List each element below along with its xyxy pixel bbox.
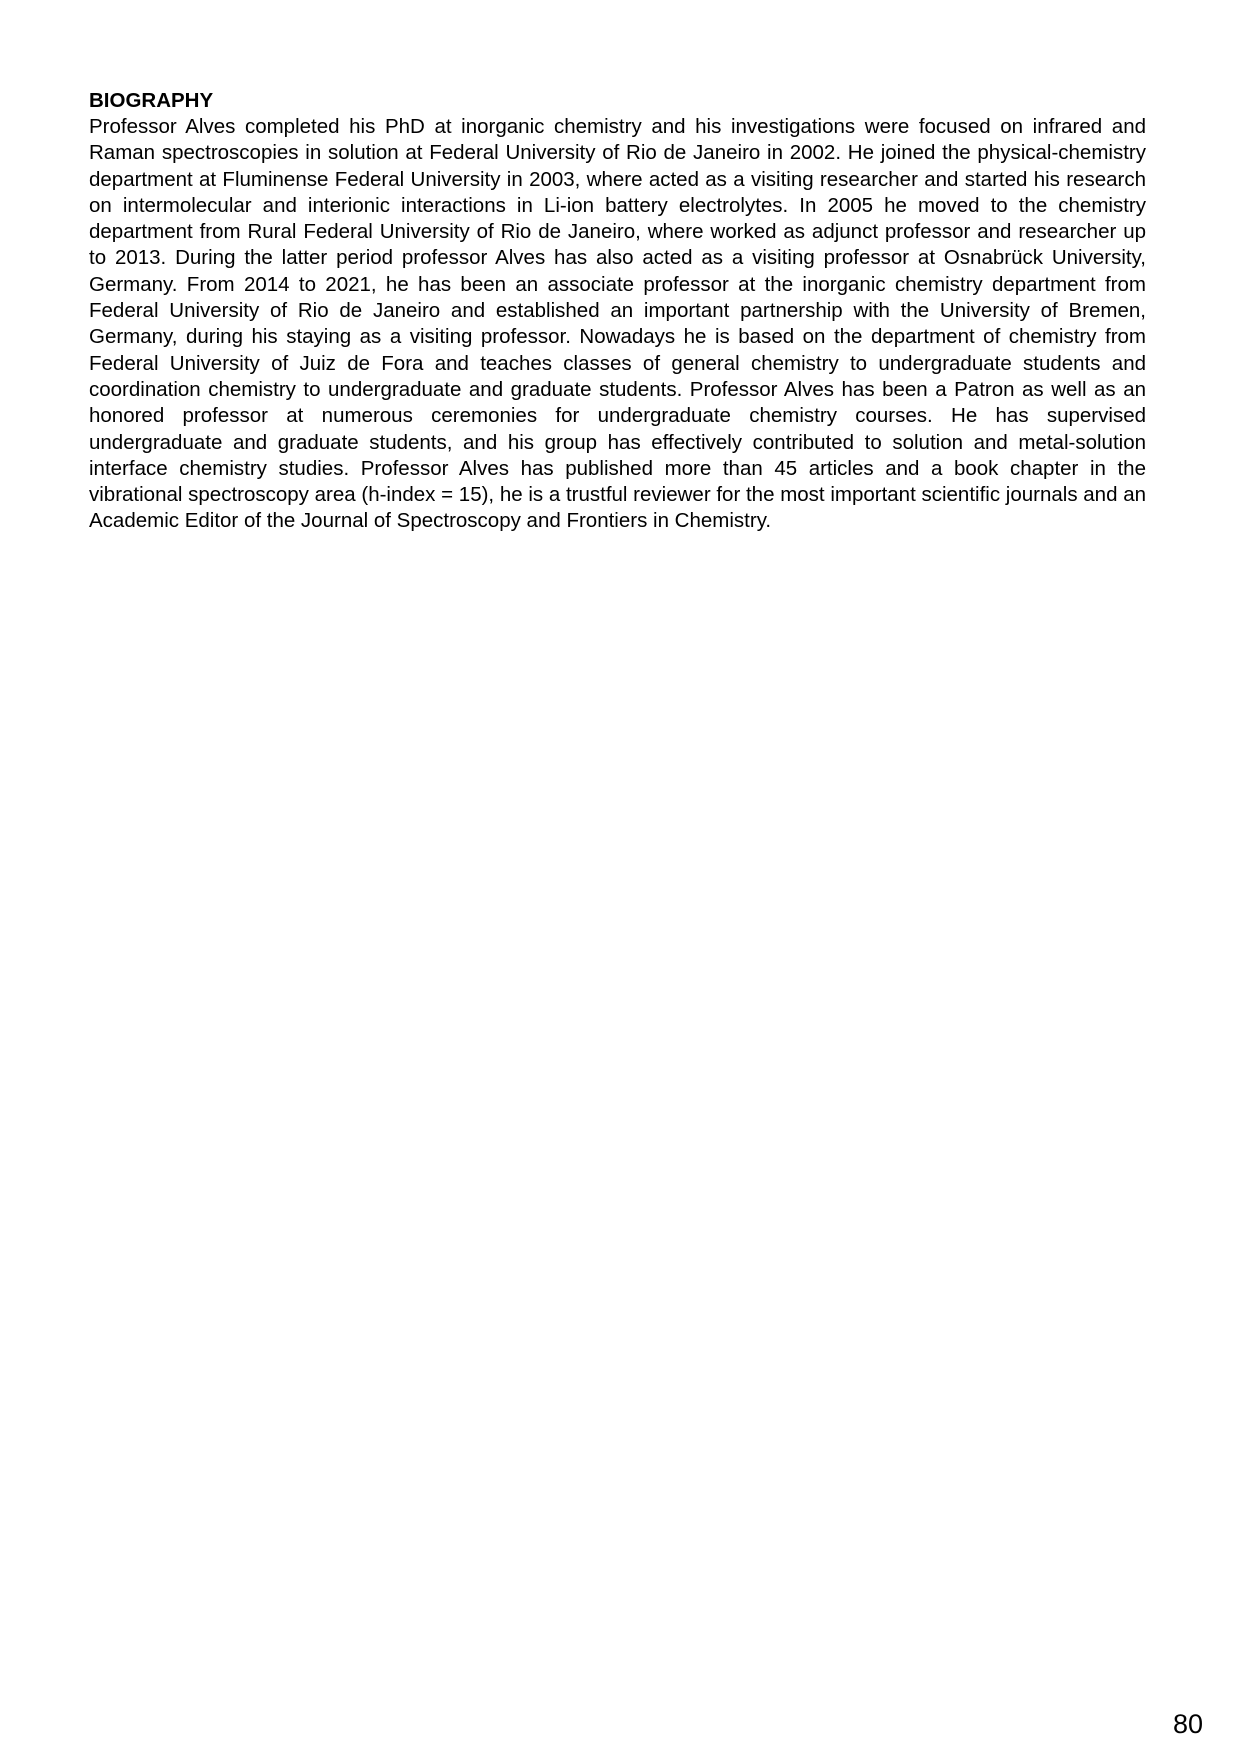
section-heading: BIOGRAPHY xyxy=(89,89,214,112)
biography-section xyxy=(89,88,1146,535)
biography-paragraph: Professor Alves completed his PhD at inorganic chemistry and his investigations were focused on infrared and Raman spectroscopies in solution at Federal University of Rio de Janeiro in 2002. He joined the physical-chemistry department at Fluminense Federal University in 2003, where acted as a visiting researcher and started his research on intermolecular and interionic interactions in Li-ion battery electrolytes. In 2005 he moved to the chemistry department from Rural Federal University of Rio de Janeiro, where worked as adjunct professor and researcher up to 2013. During the latter period professor Alves has also acted as a visiting professor at Osnabrück University, Germany. From 2014 to 2021, he has been an associate professor at the inorganic chemistry department from Federal University of Rio de Janeiro and established an important partnership with the University of Bremen, Germany, during his staying as a visiting professor. Nowadays he is based on the department of chemistry from Federal University of Juiz de Fora and teaches classes of general chemistry to undergraduate students and coordination chemistry to undergraduate and graduate students. Professor Alves has been a Patron as well as an honored professor at numerous ceremonies for undergraduate chemistry courses. He has supervised undergraduate and graduate students, and his group has effectively contributed to solution and metal-solution interface chemistry studies. Professor Alves has published more than 45 articles and a book chapter in the vibrational spectroscopy area (h-index = 15), he is a trustful reviewer for the most important scientific journals and an Academic Editor of the Journal of Spectroscopy and Frontiers in Chemistry. xyxy=(89,115,1146,533)
page-number: 80 xyxy=(1172,1709,1203,1739)
